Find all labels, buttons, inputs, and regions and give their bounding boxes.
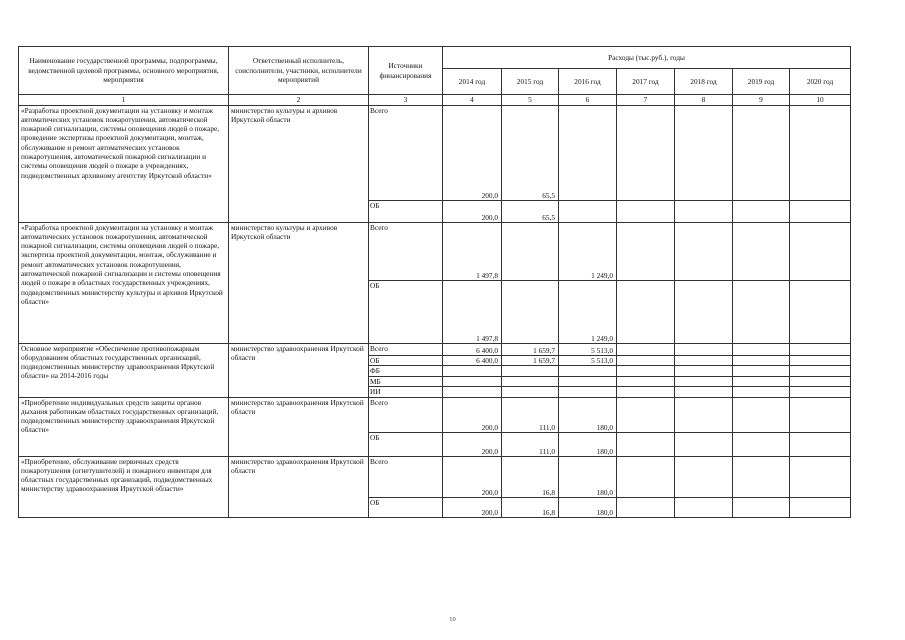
responsible-executor: министерство здравоохранения Иркутской области bbox=[229, 456, 369, 517]
expense-value: 1 497,8 bbox=[443, 280, 502, 343]
expense-value bbox=[790, 456, 851, 497]
expense-value bbox=[675, 497, 733, 517]
column-number: 5 bbox=[502, 95, 559, 106]
activity-name: «Разработка проектной документации на установку и монтаж автоматических установок пожаротушения, автоматической пожарной сигнализации, системы оповещения людей о пожаре, экспертиза проектной документации, монтаж, обслуживание и ремонт автоматических установок пожаротушения, автоматической пожарной сигнализации и системы оповещения людей о пожаре в областных государственных учреждениях, подведомственных министерству культуры и архивов Иркутской области» bbox=[19, 222, 229, 343]
expense-value bbox=[443, 387, 502, 398]
year-header: 2016 год bbox=[559, 69, 617, 95]
expense-value bbox=[733, 456, 790, 497]
expense-value: 1 659,7 bbox=[502, 355, 559, 366]
expense-value bbox=[733, 432, 790, 456]
expense-value bbox=[733, 105, 790, 200]
page-number: 10 bbox=[449, 616, 456, 623]
expense-value bbox=[675, 397, 733, 432]
table-row bbox=[19, 343, 851, 355]
expense-value bbox=[790, 397, 851, 432]
expense-value: 200,0 bbox=[443, 432, 502, 456]
expense-value bbox=[675, 387, 733, 398]
expense-value: 1 249,0 bbox=[559, 222, 617, 280]
expense-value bbox=[617, 280, 675, 343]
expense-value bbox=[617, 497, 675, 517]
column-number: 7 bbox=[617, 95, 675, 106]
expense-value bbox=[502, 387, 559, 398]
funding-source: Всего bbox=[369, 456, 443, 497]
expense-value bbox=[790, 343, 851, 355]
funding-source: ОБ bbox=[369, 200, 443, 222]
expense-value bbox=[675, 366, 733, 377]
expense-value: 1 659,7 bbox=[502, 343, 559, 355]
expense-value bbox=[733, 397, 790, 432]
expense-value bbox=[559, 366, 617, 377]
expense-value bbox=[675, 456, 733, 497]
responsible-executor: министерство здравоохранения Иркутской области bbox=[229, 397, 369, 456]
column-number: 3 bbox=[369, 95, 443, 106]
expense-value bbox=[617, 366, 675, 377]
expense-value: 180,0 bbox=[559, 397, 617, 432]
expense-value bbox=[617, 387, 675, 398]
expense-value bbox=[675, 432, 733, 456]
table-row bbox=[19, 222, 851, 280]
expense-value bbox=[617, 376, 675, 387]
expense-value: 180,0 bbox=[559, 432, 617, 456]
column-number: 6 bbox=[559, 95, 617, 106]
activity-name: «Приобретение, обслуживание первичных средств пожаротушения (огнетушителей) и пожарного инвентаря для областных государственных организаций, подведомственных министерству здравоохранения Иркутской области» bbox=[19, 456, 229, 517]
column-number-row bbox=[19, 95, 851, 106]
budget-table-sheet bbox=[18, 46, 850, 518]
responsible-executor: министерство культуры и архивов Иркутской области bbox=[229, 105, 369, 222]
funding-source: ИИ bbox=[369, 387, 443, 398]
year-header: 2019 год bbox=[733, 69, 790, 95]
expense-value bbox=[790, 497, 851, 517]
funding-source: ОБ bbox=[369, 497, 443, 517]
column-number: 10 bbox=[790, 95, 851, 106]
expense-value bbox=[733, 376, 790, 387]
expense-value bbox=[617, 397, 675, 432]
expense-value bbox=[559, 200, 617, 222]
expense-value bbox=[617, 432, 675, 456]
expense-value bbox=[675, 200, 733, 222]
expense-value bbox=[733, 280, 790, 343]
funding-source: ОБ bbox=[369, 280, 443, 343]
expense-value bbox=[675, 222, 733, 280]
expense-value: 65,5 bbox=[502, 105, 559, 200]
column-number: 2 bbox=[229, 95, 369, 106]
funding-source: ФБ bbox=[369, 366, 443, 377]
activity-name: «Разработка проектной документации на установку и монтаж автоматических установок пожаротушения, автоматической пожарной сигнализации, системы оповещения людей о пожаре, проведение экспертизы проектной документации, монтаж, обслуживание и ремонт автоматических установок пожаротушения, автоматической пожарной сигнализации и системы оповещения людей о пожаре в учреждениях, подведомственных архивному агентству Иркутской области» bbox=[19, 105, 229, 222]
expense-value bbox=[790, 200, 851, 222]
column-number: 9 bbox=[733, 95, 790, 106]
expense-value bbox=[443, 366, 502, 377]
expense-value: 6 400,0 bbox=[443, 343, 502, 355]
budget-table bbox=[18, 46, 851, 518]
expense-value bbox=[733, 343, 790, 355]
expense-value bbox=[733, 222, 790, 280]
header-expenses: Расходы (тыс.руб.), годы bbox=[443, 47, 851, 69]
expense-value: 16,8 bbox=[502, 456, 559, 497]
expense-value bbox=[617, 200, 675, 222]
column-number: 4 bbox=[443, 95, 502, 106]
header-row-top bbox=[19, 47, 851, 69]
expense-value: 200,0 bbox=[443, 497, 502, 517]
expense-value: 180,0 bbox=[559, 456, 617, 497]
expense-value bbox=[790, 222, 851, 280]
funding-source: Всего bbox=[369, 222, 443, 280]
expense-value bbox=[790, 355, 851, 366]
expense-value: 111,0 bbox=[502, 397, 559, 432]
expense-value bbox=[443, 376, 502, 387]
expense-value: 1 249,0 bbox=[559, 280, 617, 343]
table-row bbox=[19, 397, 851, 432]
funding-source: Всего bbox=[369, 397, 443, 432]
expense-value bbox=[790, 387, 851, 398]
expense-value bbox=[502, 376, 559, 387]
expense-value bbox=[559, 105, 617, 200]
expense-value bbox=[790, 376, 851, 387]
column-number: 8 bbox=[675, 95, 733, 106]
year-header: 2017 год bbox=[617, 69, 675, 95]
expense-value: 16,8 bbox=[502, 497, 559, 517]
header-name: Наименование государственной программы, подпрограммы, ведомственной целевой программы, основного мероприятия, мероприятия bbox=[19, 47, 229, 95]
expense-value: 111,0 bbox=[502, 432, 559, 456]
funding-source: Всего bbox=[369, 343, 443, 355]
header-source: Источники финансирования bbox=[369, 47, 443, 95]
expense-value: 200,0 bbox=[443, 105, 502, 200]
expense-value: 65,5 bbox=[502, 200, 559, 222]
expense-value: 200,0 bbox=[443, 397, 502, 432]
expense-value: 180,0 bbox=[559, 497, 617, 517]
header-responsible: Ответственный исполнитель, соисполнители, участники, исполнители мероприятий bbox=[229, 47, 369, 95]
funding-source: МБ bbox=[369, 376, 443, 387]
year-header: 2018 год bbox=[675, 69, 733, 95]
responsible-executor: министерство здравоохранения Иркутской области bbox=[229, 343, 369, 397]
expense-value bbox=[617, 355, 675, 366]
expense-value bbox=[617, 222, 675, 280]
expense-value bbox=[733, 497, 790, 517]
funding-source: Всего bbox=[369, 105, 443, 200]
responsible-executor: министерство культуры и архивов Иркутской области bbox=[229, 222, 369, 343]
expense-value bbox=[733, 366, 790, 377]
expense-value: 200,0 bbox=[443, 456, 502, 497]
funding-source: ОБ bbox=[369, 432, 443, 456]
expense-value bbox=[790, 366, 851, 377]
activity-name: Основное мероприятие «Обеспечение противопожарным оборудованием областных государственных организаций, подведомственных министерству здравоохранения Иркутской области» на 2014-2016 годы bbox=[19, 343, 229, 397]
year-header: 2020 год bbox=[790, 69, 851, 95]
expense-value bbox=[675, 355, 733, 366]
expense-value bbox=[675, 105, 733, 200]
activity-name: «Приобретение индивидуальных средств защиты органов дыхания работникам областных государственных организаций, подведомственных министерству здравоохранения Иркутской области» bbox=[19, 397, 229, 456]
expense-value bbox=[617, 456, 675, 497]
expense-value: 6 400,0 bbox=[443, 355, 502, 366]
expense-value bbox=[675, 376, 733, 387]
expense-value bbox=[790, 280, 851, 343]
expense-value bbox=[559, 387, 617, 398]
expense-value: 5 513,0 bbox=[559, 343, 617, 355]
expense-value bbox=[617, 105, 675, 200]
year-header: 2015 год bbox=[502, 69, 559, 95]
expense-value: 5 513,0 bbox=[559, 355, 617, 366]
table-row bbox=[19, 456, 851, 497]
expense-value: 200,0 bbox=[443, 200, 502, 222]
expense-value bbox=[790, 105, 851, 200]
expense-value bbox=[733, 355, 790, 366]
expense-value bbox=[733, 200, 790, 222]
expense-value bbox=[675, 280, 733, 343]
table-row bbox=[19, 105, 851, 200]
expense-value bbox=[675, 343, 733, 355]
funding-source: ОБ bbox=[369, 355, 443, 366]
expense-value bbox=[502, 366, 559, 377]
expense-value bbox=[502, 222, 559, 280]
expense-value bbox=[502, 280, 559, 343]
expense-value bbox=[733, 387, 790, 398]
expense-value bbox=[617, 343, 675, 355]
expense-value: 1 497,8 bbox=[443, 222, 502, 280]
column-number: 1 bbox=[19, 95, 229, 106]
expense-value bbox=[790, 432, 851, 456]
expense-value bbox=[559, 376, 617, 387]
year-header: 2014 год bbox=[443, 69, 502, 95]
